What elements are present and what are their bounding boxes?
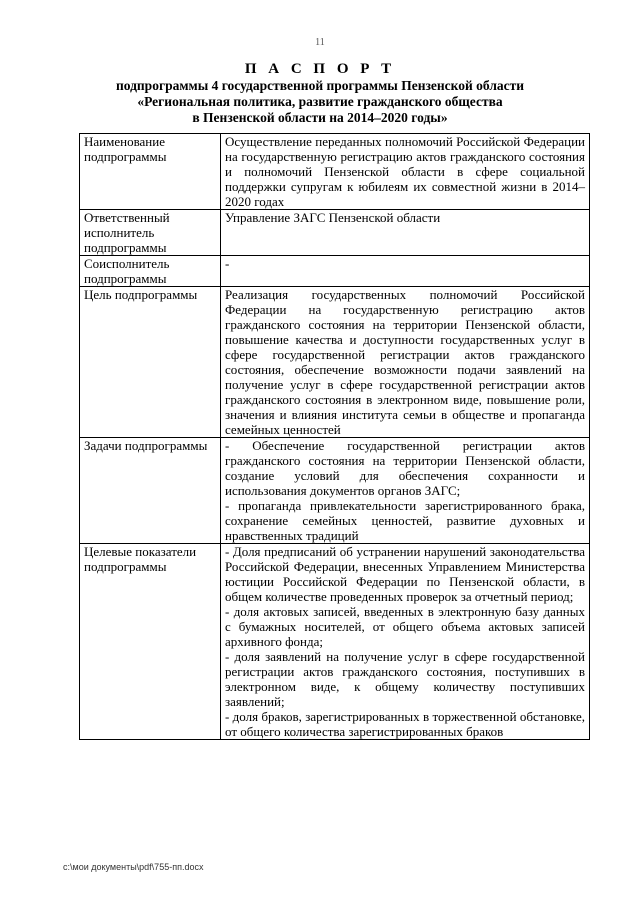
content-paragraph: - пропаганда привлекательности зарегистрированного брака, сохранение семейных ценностей, развитие духовных и нравственных традиций: [225, 498, 585, 543]
row-label: Соисполнитель подпрограммы: [80, 256, 221, 287]
document-title: [0, 60, 640, 126]
passport-table: [79, 133, 590, 740]
content-paragraph: Осуществление переданных полномочий Российской Федерации на государственную регистрацию актов гражданского состояния и полномочий Пензенской области в сфере социальной поддержки супругам к юбилеям их совместной жизни в 2014–2020 годах: [225, 134, 585, 209]
row-content: [221, 438, 590, 544]
table-row: [80, 287, 590, 438]
row-content: [221, 256, 590, 287]
content-paragraph: - доля браков, зарегистрированных в торжественной обстановке, от общего количества зарегистрированных браков: [225, 709, 585, 739]
row-content: [221, 210, 590, 256]
table-row: [80, 210, 590, 256]
page-number: 11: [315, 37, 325, 48]
table-row: [80, 256, 590, 287]
table-row: [80, 544, 590, 740]
row-label: Наименование подпрограммы: [80, 134, 221, 210]
row-content: [221, 287, 590, 438]
table-row: [80, 438, 590, 544]
title-main: П А С П О Р Т: [244, 61, 396, 77]
content-paragraph: - доля заявлений на получение услуг в сфере государственной регистрации актов гражданского состояния, поступивших в электронном виде, к общему количеству поступивших заявлений;: [225, 649, 585, 709]
row-label: Ответственный исполнитель подпрограммы: [80, 210, 221, 256]
content-paragraph: Управление ЗАГС Пензенской области: [225, 210, 441, 225]
row-label: Целевые показатели подпрограммы: [80, 544, 221, 740]
title-line-1: подпрограммы 4 государственной программы Пензенской области: [115, 78, 525, 93]
content-paragraph: Реализация государственных полномочий Российской Федерации на государственную регистрацию актов гражданского состояния на территории Пензенской области, повышение качества и доступности государственных услуг в сфере государственной регистрации актов гражданского состояния, обеспечение возможности подачи заявлений на получение услуг в сфере государственной регистрации актов гражданского состояния в электронном виде, повышение роли, значения и влияния института семьи в обществе и пропаганда семейных ценностей: [225, 287, 585, 437]
content-paragraph: - Доля предписаний об устранении нарушений законодательства Российской Федерации, внесенных Управлением Министерства юстиции Российской Федерации по Пензенской области, в общем количестве проведенных проверок за отчетный период;: [225, 544, 585, 604]
row-content: [221, 134, 590, 210]
file-path-footer: c:\мои документы\pdf\755-пп.docx: [63, 862, 204, 872]
title-line-3: в Пензенской области на 2014–2020 годы»: [192, 110, 448, 125]
row-content: [221, 544, 590, 740]
content-paragraph: - доля актовых записей, введенных в электронную базу данных с бумажных носителей, от общего объема актовых записей архивного фонда;: [225, 604, 585, 649]
content-paragraph: - Обеспечение государственной регистрации актов гражданского состояния на территории Пензенской области, создание условий для обеспечения сохранности и использования документов органов ЗАГС;: [225, 438, 585, 498]
row-label: Цель подпрограммы: [80, 287, 221, 438]
content-paragraph: -: [225, 256, 230, 271]
table-row: [80, 134, 590, 210]
row-label: Задачи подпрограммы: [80, 438, 221, 544]
title-line-2: «Региональная политика, развитие гражданского общества: [137, 94, 503, 109]
